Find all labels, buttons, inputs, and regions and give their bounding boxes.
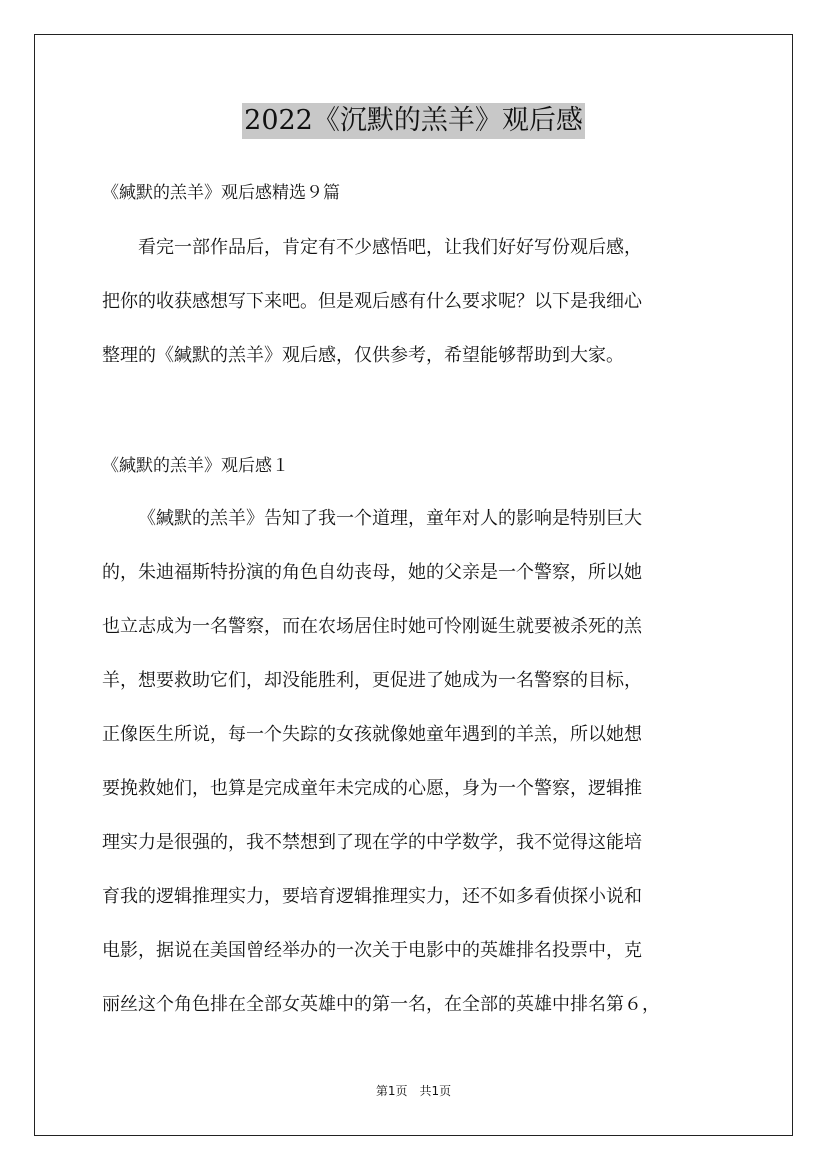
body-line: 育我的逻辑推理实力，要培育逻辑推理实力，还不如多看侦探小说和 [102, 886, 642, 907]
body-line: 丽丝这个角色排在全部女英雄中的第一名，在全部的英雄中排名第６， [102, 994, 660, 1015]
body-line: 《緘默的羔羊》告知了我一个道理，童年对人的影响是特别巨大 [138, 508, 642, 529]
body-line: 也立志成为一名警察，而在农场居住时她可怜刚诞生就要被杀死的羔 [102, 616, 642, 637]
document-title: 2022《沉默的羔羊》观后感 [242, 103, 585, 139]
body-line: 电影，据说在美国曾经举办的一次关于电影中的英雄排名投票中，克 [102, 940, 642, 961]
intro-line: 把你的收获感想写下来吧。但是观后感有什么要求呢？以下是我细心 [102, 291, 642, 312]
section-heading: 《緘默的羔羊》观后感１ [102, 456, 289, 476]
intro-line: 看完一部作品后，肯定有不少感悟吧，让我们好好写份观后感， [138, 237, 642, 258]
intro-line: 整理的《緘默的羔羊》观后感，仅供参考，希望能够帮助到大家。 [102, 345, 624, 366]
page-footer: 第1页 共1页 [375, 1084, 452, 1098]
body-line: 的，朱迪福斯特扮演的角色自幼丧母，她的父亲是一个警察，所以她 [102, 562, 642, 583]
document-subtitle: 《緘默的羔羊》观后感精选９篇 [102, 183, 340, 203]
body-line: 正像医生所说，每一个失踪的女孩就像她童年遇到的羊羔，所以她想 [102, 724, 642, 745]
title-container [0, 103, 827, 139]
body-line: 羊，想要救助它们，却没能胜利，更促进了她成为一名警察的目标， [102, 670, 642, 691]
body-line: 理实力是很强的，我不禁想到了现在学的中学数学，我不觉得这能培 [102, 832, 642, 853]
intro-paragraph [102, 221, 742, 383]
body-line: 要挽救她们，也算是完成童年未完成的心愿，身为一个警察，逻辑推 [102, 778, 642, 799]
body-paragraph [102, 492, 742, 1032]
